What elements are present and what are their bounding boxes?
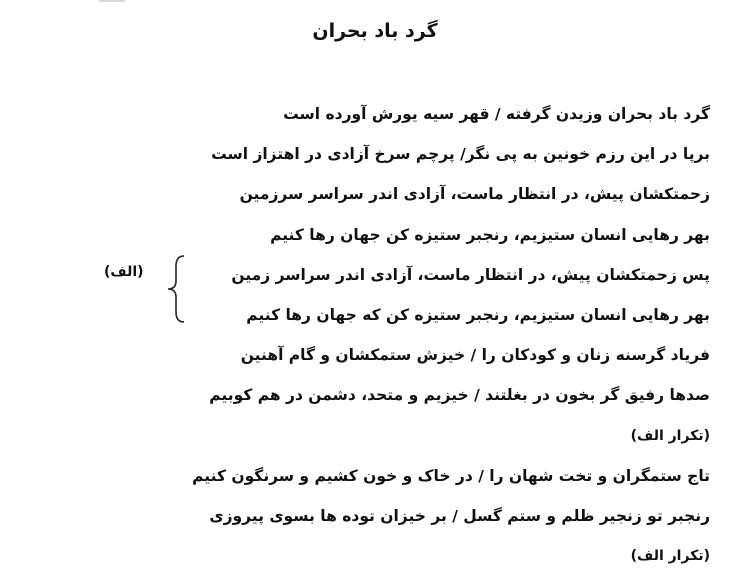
poem-line-10: رنجبر تو زنجیر ظلم و ستم گسل / بر خیزان توده ها بسوی پیروزی bbox=[209, 506, 710, 525]
poem-line-4: بهر رهایی انسان ستیزیم، رنجبر ستیزه کن جهان رها کنیم bbox=[270, 225, 710, 244]
poem-title: گرد باد بحران bbox=[312, 20, 438, 42]
poem-line-9: تاج ستمگران و تخت شهان را / در خاک و خون کشیم و سرنگون کنیم bbox=[192, 466, 710, 485]
repeat-chorus-note-2: (تکرار الف) bbox=[630, 548, 710, 565]
poem-line-1: گرد باد بحران وزیدن گرفته / قهر سیه یورش آورده است bbox=[283, 105, 710, 123]
repeat-chorus-note-1: (تکرار الف) bbox=[630, 427, 710, 444]
chorus-brace bbox=[164, 254, 188, 324]
poem-line-5-chorus: پس زحمتکشان پیش، در انتظار ماست، آزادی اندر سراسر زمین bbox=[231, 265, 710, 284]
poem-line-7: فریاد گرسنه زنان و کودکان را / خیزش ستمکشان و گام آهنین bbox=[240, 346, 710, 365]
chorus-label: (الف) bbox=[104, 264, 144, 280]
poem-line-6-chorus: بهر رهایی انسان ستیزیم، رنجبر ستیزه کن که جهان رها کنیم bbox=[246, 305, 710, 324]
poem-line-3: زحمتکشان پیش، در انتظار ماست، آزادی اندر سراسر سرزمین bbox=[239, 185, 710, 204]
poem-body bbox=[150, 94, 710, 576]
top-edge-mark bbox=[98, 0, 126, 2]
poem-line-2: برپا در این رزم خونین به پی نگر/ پرچم سرخ آزادی در اهتزاز است bbox=[211, 145, 710, 164]
poem-line-8: صدها رفیق گر بخون در بغلتند / خیزیم و متحد، دشمن در هم کوبیم bbox=[209, 386, 710, 405]
